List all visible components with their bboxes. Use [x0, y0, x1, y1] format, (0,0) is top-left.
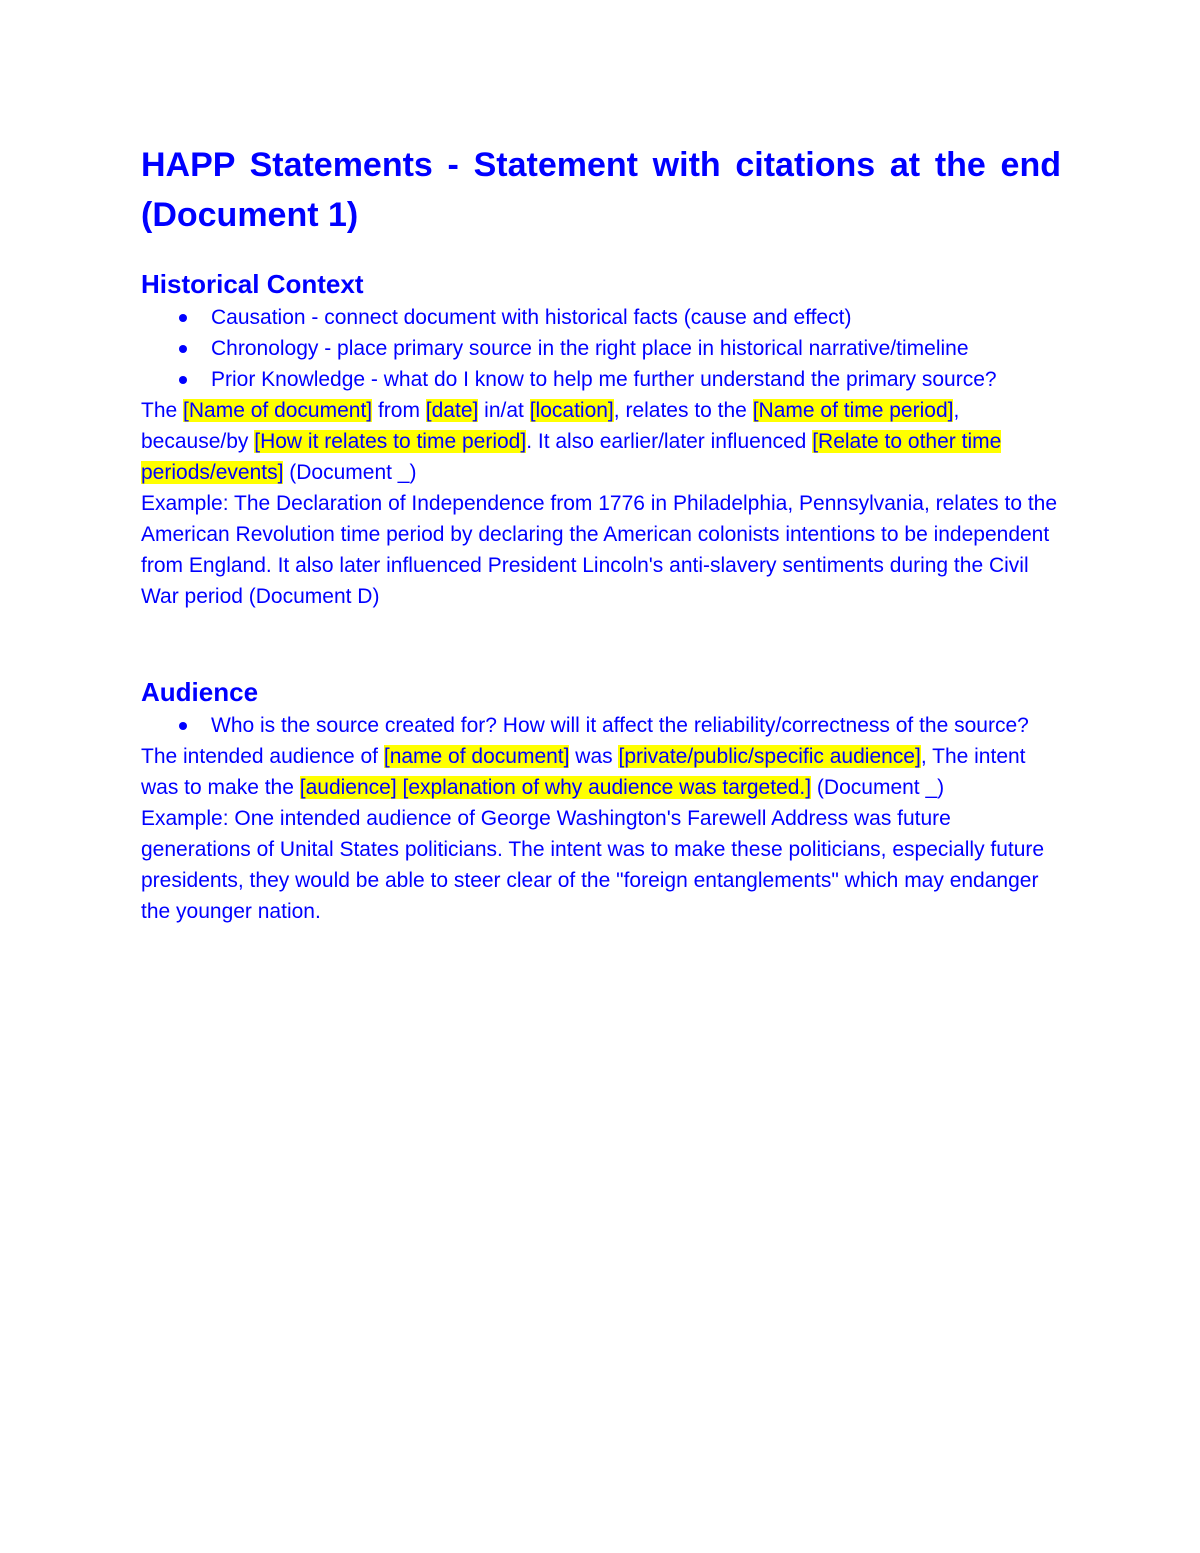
template-placeholder: [Name of time period] [752, 399, 954, 422]
template-text: The intended audience of [141, 745, 384, 768]
historical-context-example: Example: The Declaration of Independence from 1776 in Philadelphia, Pennsylvania, relates to the American Revolution time period by declaring the American colonists intentions to be independent from England. It also later influenced President Lincoln's anti-slavery sentiments during the Civil War period (Document D) [141, 492, 1058, 608]
template-placeholder: [audience] [explanation of why audience was targeted.] [299, 776, 812, 799]
bullet-text: Who is the source created for? How will it affect the reliability/correctness of the source? [211, 714, 1029, 737]
audience-heading: Audience [141, 677, 259, 707]
template-placeholder: [date] [425, 399, 479, 422]
template-text: , relates to the [613, 399, 753, 422]
bullet-text: Causation - connect document with historical facts (cause and effect) [211, 306, 852, 329]
template-text: in/at [478, 399, 530, 422]
document-page [141, 140, 1061, 927]
audience-example: Example: One intended audience of George Washington's Farewell Address was future generations of Unital States politicians. The intent was to make these politicians, especially future presidents, they would be able to steer clear of the "foreign entanglements" which may endanger the younger nation. [141, 807, 1045, 923]
list-item [141, 333, 1061, 364]
bullet-icon [179, 345, 187, 353]
document-title: HAPP Statements - Statement with citations at the end (Document 1) [141, 146, 1061, 234]
template-text: , The intent was to make the [141, 745, 1026, 799]
template-text: from [372, 399, 426, 422]
historical-context-bullet-list [141, 302, 1061, 395]
template-placeholder: [name of document] [383, 745, 570, 768]
template-text: The [141, 399, 184, 422]
template-placeholder: [location] [529, 399, 614, 422]
template-text: (Document _) [283, 461, 417, 484]
list-item [141, 710, 1061, 741]
template-placeholder: [How it relates to time period] [254, 430, 527, 453]
audience-bullet-list [141, 710, 1061, 741]
list-item [141, 302, 1061, 333]
template-placeholder: [Relate to other time periods/events] [141, 430, 1002, 484]
bullet-icon [179, 722, 187, 730]
list-item [141, 364, 1061, 395]
template-text: (Document _) [811, 776, 945, 799]
bullet-text: Prior Knowledge - what do I know to help me further understand the primary source? [211, 368, 997, 391]
template-text: was [569, 745, 619, 768]
historical-context-template-sentence [141, 395, 1061, 488]
template-placeholder: [private/public/specific audience] [618, 745, 921, 768]
audience-template-sentence [141, 741, 1061, 803]
template-placeholder: [Name of document] [183, 399, 373, 422]
historical-context-heading: Historical Context [141, 269, 364, 299]
template-text: , because/by [141, 399, 960, 453]
bullet-icon [179, 376, 187, 384]
bullet-text: Chronology - place primary source in the right place in historical narrative/timeline [211, 337, 969, 360]
bullet-icon [179, 314, 187, 322]
template-text: . It also earlier/later influenced [526, 430, 813, 453]
